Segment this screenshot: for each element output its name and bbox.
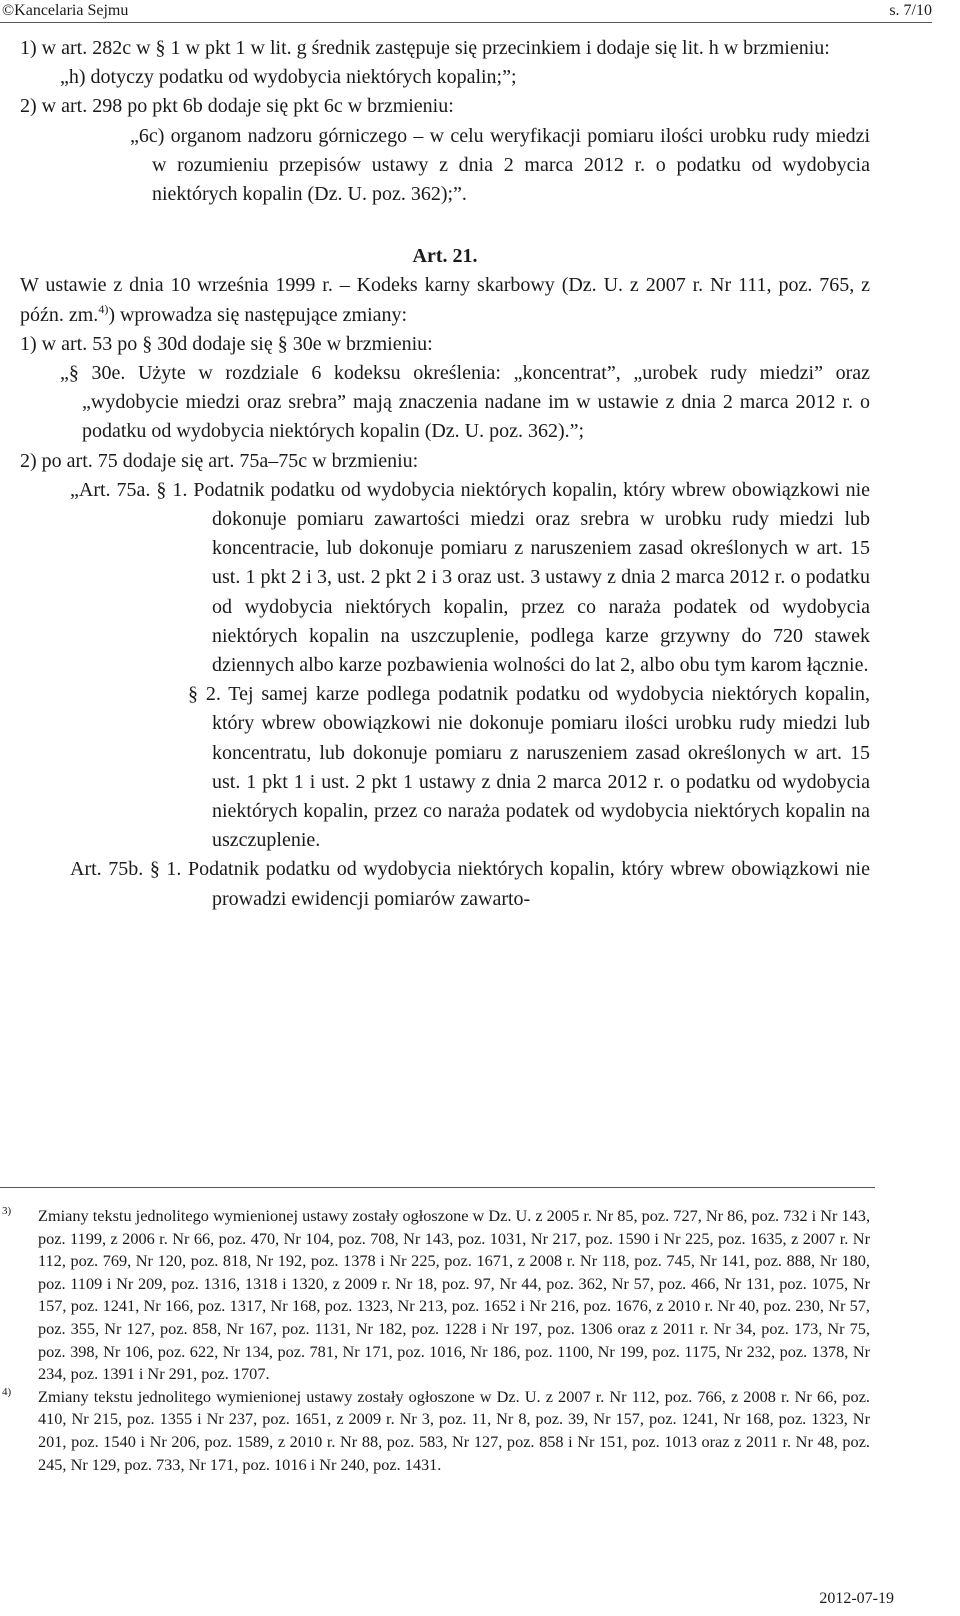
footnote-ref-4: 4) [98, 301, 109, 316]
article-75a-par-2: § 2. Tej samej karze podlega podatnik podatku od wydobycia niektórych kopalin, który wbrew obowiązkowi nie dokonuje pomiaru ilości urobku rudy miedzi lub koncentratu, lub dokonuje pomiaru z naruszeniem zasad określonych w art. 15 ust. 1 pkt 1 i ust. 2 pkt 1 ustawy z dnia 2 marca 2012 r. o podatku od wydobycia niektórych kopalin, przez co naraża podatek od wydobycia niektórych kopalin na uszczuplenie. [188, 683, 870, 852]
footnote-text: Zmiany tekstu jednolitego wymienionej ustawy zostały ogłoszone w Dz. U. z 2005 r. Nr 85, poz. 727, Nr 86, poz. 732 i Nr 143, poz. 1199, z 2006 r. Nr 66, poz. 470, Nr 104, poz. 708, Nr 143, poz. 1031, Nr 217, poz. 1590 i Nr 225, poz. 1635, z 2007 r. Nr 112, poz. 769, Nr 120, poz. 818, Nr 192, poz. 1378 i Nr 225, poz. 1671, z 2008 r. Nr 118, poz. 745, Nr 141, poz. 888, Nr 180, poz. 1109 i Nr 209, poz. 1316, 1318 i 1320, z 2009 r. Nr 18, poz. 97, Nr 44, poz. 362, Nr 57, poz. 466, Nr 131, poz. 1075, Nr 157, poz. 1241, Nr 166, poz. 1317, Nr 168, poz. 1323, Nr 213, poz. 1652 i Nr 216, poz. 1676, z 2010 r. Nr 40, poz. 230, Nr 57, poz. 355, Nr 127, poz. 858, Nr 167, poz. 1131, Nr 182, poz. 1228 i Nr 197, poz. 1306 oraz z 2011 r. Nr 34, poz. 173, Nr 75, poz. 398, Nr 106, poz. 622, Nr 134, poz. 781, Nr 171, poz. 1016, Nr 186, poz. 1100, Nr 199, poz. 1175, Nr 232, poz. 1378, Nr 234, poz. 1391 i Nr 291, poz. 1707. [38, 1206, 871, 1384]
change-item-2: 2) po art. 75 dodaje się art. 75a–75c w brzmieniu: [20, 449, 419, 472]
page-number: s. 7/10 [889, 2, 932, 19]
footnote-4 [0, 1386, 870, 1476]
change-item-1: 1) w art. 53 po § 30d dodaje się § 30e w brzmieniu: [20, 332, 433, 355]
header-source: ©Kancelaria Sejmu [2, 2, 129, 19]
article-intro-text: W ustawie z dnia 10 września 1999 r. – Kodeks karny skarbowy (Dz. U. z 2007 r. Nr 111, poz. 765, z późn. zm. [20, 274, 870, 326]
article-75a-par-1: „Art. 75a. § 1. Podatnik podatku od wydobycia niektórych kopalin, który wbrew obowiązkowi nie dokonuje pomiaru zawartości miedzi oraz srebra w urobku rudy miedzi lub koncentracie, lub dokonuje pomiaru z naruszeniem zasad określonych w art. 15 ust. 1 pkt 2 i 3, ust. 2 pkt 2 i 3 oraz ust. 3 ustawy z dnia 2 marca 2012 r. o podatku od wydobycia niektórych kopalin, przez co naraża podatek od wydobycia niektórych kopalin na uszczuplenie, podlega karze grzywny do 720 stawek dziennych albo karze pozbawienia wolności do lat 2, albo obu tym karom łącznie. [70, 478, 870, 677]
amendment-item-2-quote: „6c) organom nadzoru górniczego – w celu weryfikacji pomiaru ilości urobku rudy miedzi w rozumieniu przepisów ustawy z dnia 2 marca 2012 r. o podatku od wydobycia niektórych kopalin (Dz. U. poz. 362);”. [130, 124, 870, 206]
footnote-text: Zmiany tekstu jednolitego wymienionej ustawy zostały ogłoszone w Dz. U. z 2007 r. Nr 112, poz. 766, z 2008 r. Nr 66, poz. 410, Nr 215, poz. 1355 i Nr 237, poz. 1651, z 2009 r. Nr 3, poz. 11, Nr 8, poz. 39, Nr 157, poz. 1241, Nr 168, poz. 1323, Nr 201, poz. 1540 i Nr 206, poz. 1589, z 2010 r. Nr 88, poz. 583, Nr 127, poz. 858 i Nr 151, poz. 1013 oraz z 2011 r. Nr 48, poz. 245, Nr 129, poz. 733, Nr 171, poz. 1016 i Nr 240, poz. 1431. [38, 1386, 870, 1474]
amendment-item-1: 1) w art. 282c w § 1 w pkt 1 w lit. g średnik zastępuje się przecinkiem i dodaje się lit. h w brzmieniu: [20, 37, 830, 59]
article-intro-tail: ) wprowadza się następujące zmiany: [108, 303, 408, 326]
footnote-number: 3) [2, 1205, 12, 1217]
footnotes [0, 1205, 870, 1476]
page-header [0, 0, 932, 23]
article-75b-par-1: Art. 75b. § 1. Podatnik podatku od wydobycia niektórych kopalin, który wbrew obowiązkowi nie prowadzi ewidencji pomiarów zawarto- [70, 858, 870, 910]
footnote-separator [0, 1187, 875, 1188]
document-body [20, 34, 870, 914]
change-item-1-quote: „§ 30e. Użyte w rozdziale 6 kodeksu określenia: „koncentrat”, „urobek rudy miedzi” oraz „wydobycie miedzi oraz srebra” mają znaczenia nadane im w ustawie z dnia 2 marca 2012 r. o podatku od wydobycia niektórych kopalin (Dz. U. poz. 362).”; [60, 362, 870, 443]
amendment-item-2: 2) w art. 298 po pkt 6b dodaje się pkt 6c w brzmieniu: [20, 95, 454, 118]
amendment-item-1-quote: „h) dotyczy podatku od wydobycia niektórych kopalin;”; [60, 66, 517, 89]
document-date: 2012-07-19 [819, 1590, 894, 1607]
footnote-3 [0, 1205, 870, 1386]
footnote-number: 4) [2, 1385, 12, 1398]
article-intro [20, 271, 870, 329]
article-title: Art. 21. [412, 245, 478, 268]
